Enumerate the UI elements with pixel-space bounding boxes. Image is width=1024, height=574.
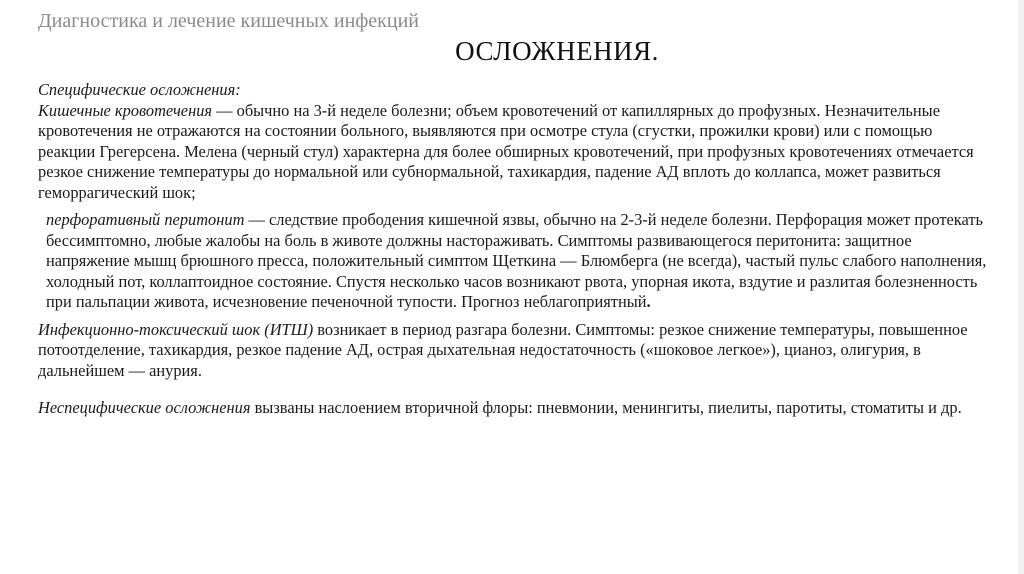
peritonitis-term: перфоративный перитонит [46, 210, 245, 229]
peritonitis-paragraph [38, 210, 988, 313]
peritonitis-end: . [646, 292, 651, 311]
page-title: ОСЛОЖНЕНИЯ. [455, 36, 659, 66]
nonspecific-term: Неспецифические осложнения [38, 398, 251, 417]
shock-term: Инфекционно-токсический шок (ИТШ) [38, 319, 314, 339]
shock-paragraph [38, 320, 988, 382]
peritonitis-text: — следствие прободения кишечной язвы, обычно на 2-3-й неделе болезни. Перфорация может протекать бессимптомно, любые жалобы на боль в животе должны настораживать. Симптомы развивающегося перитонита: защитное напряжение мышц брюшного пресса, положительный симптом Щеткина — Блюмберга (не всегда), частый пульс слабого наполнения, холодный пот, коллаптоидное состояние. Спустя несколько часов возникают рвота, упорная икота, вздутие и разлитая болезненность при пальпации живота, исчезновение печеночной тупости. Прогноз неблагоприятный [46, 210, 987, 311]
bleeding-text: — обычно на 3-й неделе болезни; объем кровотечений от капиллярных до профузных. Незначительные кровотечения не отражаются на состоянии больного, выявляются при осмотре стула (сгустки, прожилки крови) или с помощью реакции Грегерсена. Мелена (черный стул) характерна для более обширных кровотечений, при профузных кровотечениях отмечается резкое снижение температуры до нормальной или субнормальной, тахикардия, падение АД вплоть до коллапса, может развиться геморрагический шок; [38, 100, 974, 202]
bleeding-paragraph [38, 101, 988, 204]
content-body [38, 80, 988, 419]
nonspecific-text: вызваны наслоением вторичной флоры: пневмонии, менингиты, пиелиты, паротиты, стоматиты и др. [250, 398, 962, 417]
nonspecific-paragraph [38, 398, 988, 419]
slide-edge [1018, 0, 1024, 574]
specific-complications-heading: Специфические осложнения: [38, 80, 241, 99]
bleeding-term: Кишечные кровотечения [38, 100, 213, 120]
header-title: Диагностика и лечение кишечных инфекций [38, 10, 419, 32]
shock-text: возникает в период разгара болезни. Симптомы: резкое снижение температуры, повышенное потоотделение, тахикардия, резкое падение АД, острая дыхательная недостаточность («шоковое легкое»), цианоз, олигурия, в дальнейшем — анурия. [38, 319, 968, 380]
